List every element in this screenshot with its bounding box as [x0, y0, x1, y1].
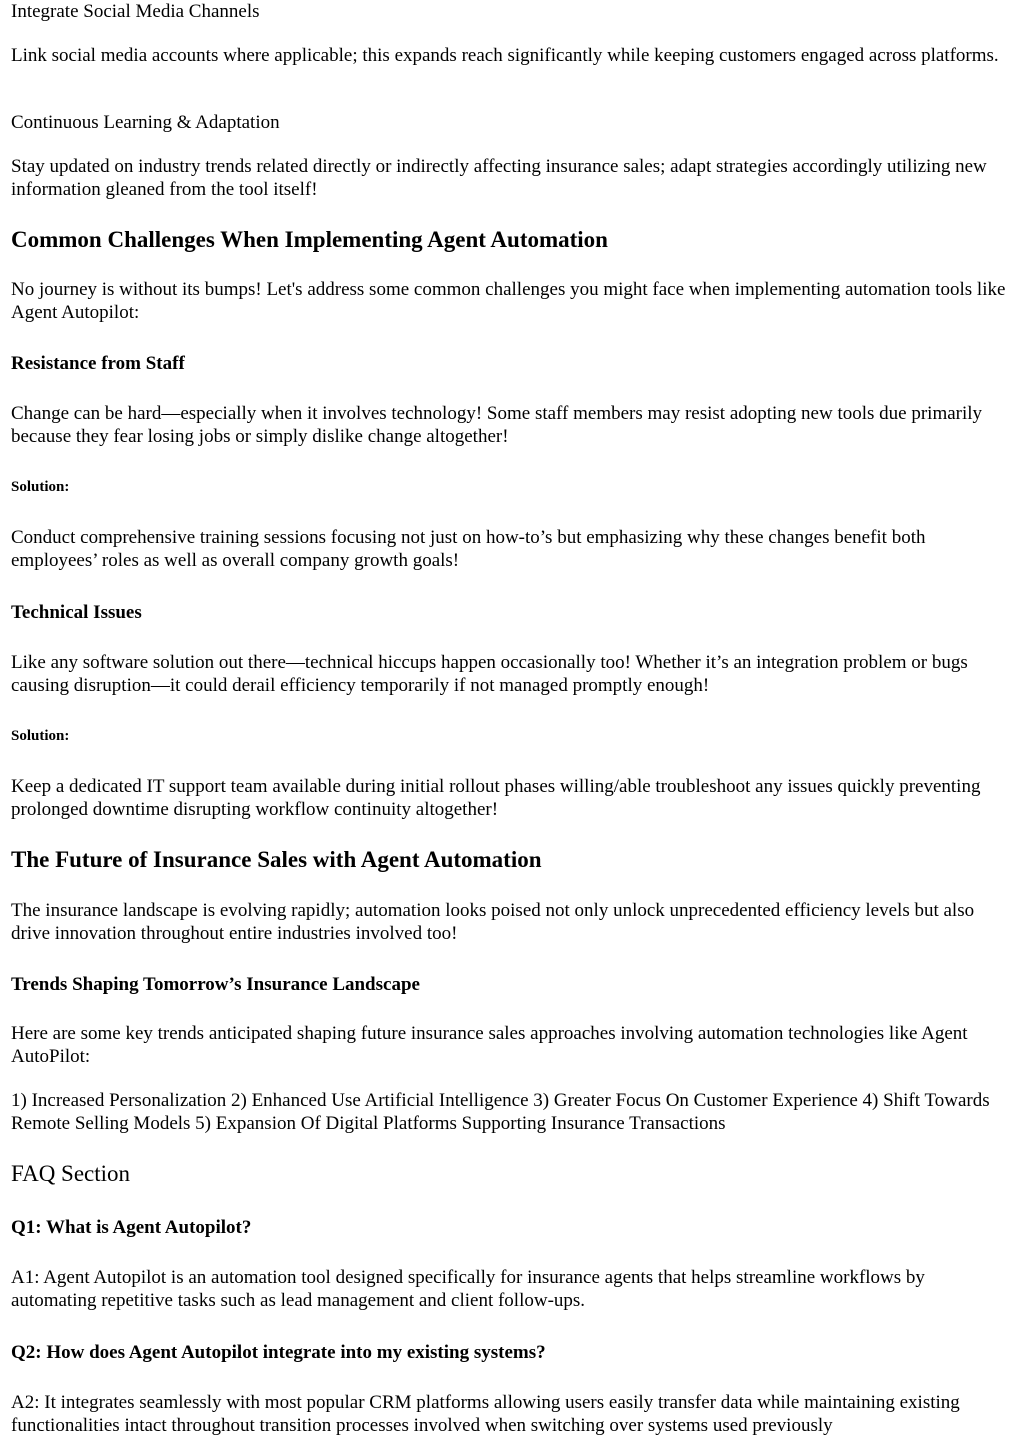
technical-text: Like any software solution out there—technical hiccups happen occasionally too! Whether it’s an integration problem or bugs causing disruption—it could derail efficiency temporarily if not managed promptly enough!	[11, 652, 968, 696]
social-media-title: Integrate Social Media Channels	[11, 1, 260, 22]
faq-answer-2: A2: It integrates seamlessly with most popular CRM platforms allowing users easily transfer data while maintaining existing functionalities intact throughout transition processes involved when switching over systems used previously	[11, 1392, 960, 1436]
challenges-intro: No journey is without its bumps! Let's address some common challenges you might face when implementing automation tools like Agent Autopilot:	[11, 279, 1006, 323]
trends-heading: Trends Shaping Tomorrow’s Insurance Landscape	[11, 974, 420, 995]
faq-answer-1: A1: Agent Autopilot is an automation tool designed specifically for insurance agents that helps streamline workflows by automating repetitive tasks such as lead management and client follow-ups.	[11, 1267, 925, 1311]
social-media-text: Link social media accounts where applicable; this expands reach significantly while keeping customers engaged across platforms.	[11, 45, 999, 66]
future-heading: The Future of Insurance Sales with Agent Automation	[11, 847, 542, 872]
solution-label-2: Solution:	[11, 728, 70, 744]
resistance-text: Change can be hard—especially when it involves technology! Some staff members may resist adopting new tools due primarily because they fear losing jobs or simply dislike change altogether!	[11, 403, 983, 447]
resistance-heading: Resistance from Staff	[11, 353, 185, 374]
trends-intro: Here are some key trends anticipated shaping future insurance sales approaches involving automation technologies like Agent AutoPilot:	[11, 1023, 968, 1067]
challenges-heading: Common Challenges When Implementing Agent Automation	[11, 227, 608, 252]
faq-question-2: Q2: How does Agent Autopilot integrate into my existing systems?	[11, 1342, 546, 1363]
solution-text-1: Conduct comprehensive training sessions focusing not just on how-to’s but emphasizing why these changes benefit both employees’ roles as well as overall company growth goals!	[11, 527, 926, 571]
solution-text-2: Keep a dedicated IT support team available during initial rollout phases willing/able troubleshoot any issues quickly preventing prolonged downtime disrupting workflow continuity altogether!	[11, 776, 981, 820]
future-text: The insurance landscape is evolving rapidly; automation looks poised not only unlock unprecedented efficiency levels but also drive innovation throughout entire industries involved too!	[11, 900, 975, 944]
learning-text: Stay updated on industry trends related directly or indirectly affecting insurance sales; adapt strategies accordingly utilizing new information gleaned from the tool itself!	[11, 156, 987, 200]
technical-heading: Technical Issues	[11, 602, 142, 623]
learning-title: Continuous Learning & Adaptation	[11, 112, 280, 133]
faq-question-1: Q1: What is Agent Autopilot?	[11, 1217, 252, 1238]
trends-list: 1) Increased Personalization 2) Enhanced Use Artificial Intelligence 3) Greater Focus On Customer Experience 4) Shift Towards Remote Selling Models 5) Expansion Of Digital Platforms Supporting Insurance Transactions	[11, 1090, 990, 1134]
faq-heading: FAQ Section	[11, 1161, 131, 1186]
solution-label-1: Solution:	[11, 479, 70, 495]
